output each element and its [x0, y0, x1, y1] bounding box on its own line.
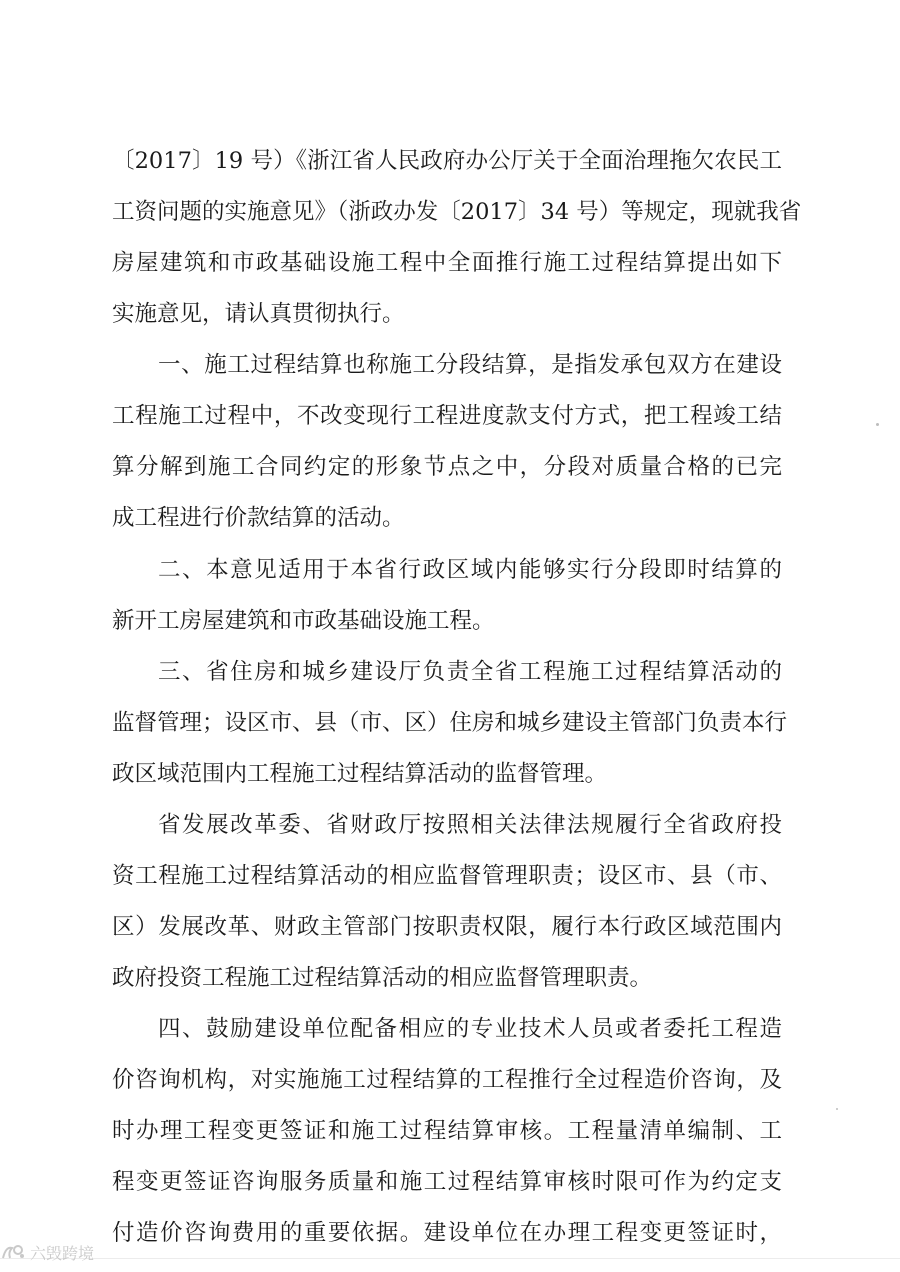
text-line: 政府投资工程施工过程结算活动的相应监督管理职责。 — [112, 965, 653, 991]
watermark-logo-icon — [0, 1242, 26, 1262]
paragraph-first-line: 二、本意见适用于本省行政区域内能够实行分段即时结算的 — [158, 557, 782, 583]
text-line: 工程施工过程中，不改变现行工程进度款支付方式，把工程竣工结 — [112, 403, 782, 429]
text-line: 成工程进行价款结算的活动。 — [112, 505, 405, 531]
text-line: 资工程施工过程结算活动的相应监督管理职责；设区市、县（市、 — [112, 863, 782, 889]
text-line: 价咨询机构，对实施施工过程结算的工程推行全过程造价咨询，及 — [112, 1067, 782, 1093]
text-line: 房屋建筑和市政基础设施工程中全面推行施工过程结算提出如下 — [112, 250, 782, 276]
text-line: 新开工房屋建筑和市政基础设施工程。 — [112, 608, 495, 634]
paragraph-first-line: 三、省住房和城乡建设厅负责全省工程施工过程结算活动的 — [158, 659, 782, 685]
watermark-text: 六毁跨境 — [30, 1243, 95, 1263]
text-line: 监督管理；设区市、县（市、区）住房和城乡建设主管部门负责本行 — [112, 710, 788, 736]
paragraph-first-line: 省发展改革委、省财政厅按照相关法律法规履行全省政府投 — [158, 812, 782, 838]
scan-speck — [836, 1108, 838, 1110]
text-line: 〔2017〕19 号）《浙江省人民政府办公厅关于全面治理拖欠农民工 — [112, 148, 782, 174]
paragraph-first-line: 一、施工过程结算也称施工分段结算，是指发承包双方在建设 — [158, 352, 782, 378]
text-line: 区）发展改革、财政主管部门按职责权限，履行本行政区域范围内 — [112, 914, 782, 940]
text-line: 时办理工程变更签证和施工过程结算审核。工程量清单编制、工 — [112, 1118, 782, 1144]
text-line: 工资问题的实施意见》（浙政办发〔2017〕34 号）等规定，现就我省 — [112, 199, 802, 225]
text-line: 实施意见，请认真贯彻执行。 — [112, 301, 405, 327]
scan-speck — [876, 423, 879, 426]
text-line: 政区域范围内工程施工过程结算活动的监督管理。 — [112, 761, 608, 787]
text-line: 程变更签证咨询服务质量和施工过程结算审核时限可作为约定支 — [112, 1169, 782, 1195]
paragraph-first-line: 四、鼓励建设单位配备相应的专业技术人员或者委托工程造 — [158, 1016, 782, 1042]
watermark — [0, 1238, 140, 1266]
text-line: 付造价咨询费用的重要依据。建设单位在办理工程变更签证时， — [112, 1220, 782, 1246]
text-line: 算分解到施工合同约定的形象节点之中，分段对质量合格的已完 — [112, 454, 782, 480]
